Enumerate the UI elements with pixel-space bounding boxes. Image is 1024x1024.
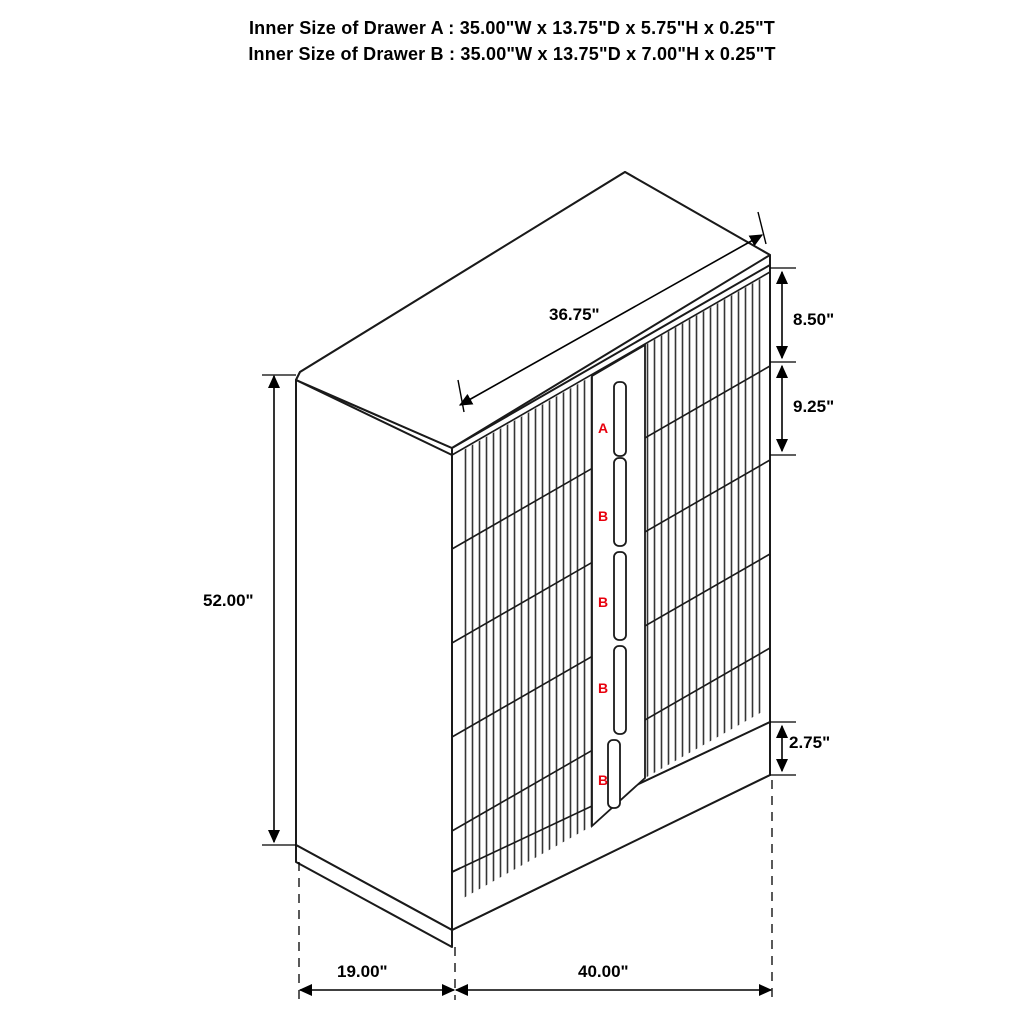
front-left-fluting (460, 376, 592, 900)
front-right-fluting (645, 278, 762, 778)
drawer-label-a: A (598, 420, 609, 436)
drawer-label-b-3: B (598, 680, 609, 696)
drawer-label-b-4: B (598, 772, 609, 788)
label-bottom-depth: 19.00" (337, 962, 388, 981)
label-bottom-width: 40.00" (578, 962, 629, 981)
header-drawer-b-spec: Inner Size of Drawer B : 35.00"W x 13.75"D x 7.00"H x 0.25"T (248, 44, 776, 64)
label-right-bottom: 2.75" (789, 733, 831, 752)
dim-right-extension-lines (770, 268, 796, 775)
drawer-label-b-2: B (598, 594, 609, 610)
header-drawer-a-spec: Inner Size of Drawer A : 35.00"W x 13.75"D x 5.75"H x 0.25"T (248, 18, 776, 38)
dim-left-extension-lines (262, 375, 296, 845)
label-left-height: 52.00" (203, 591, 254, 610)
label-right-top: 8.50" (793, 310, 835, 329)
label-right-second: 9.25" (793, 397, 835, 416)
drawer-label-b-1: B (598, 508, 609, 524)
label-top-width: 36.75" (549, 305, 600, 324)
